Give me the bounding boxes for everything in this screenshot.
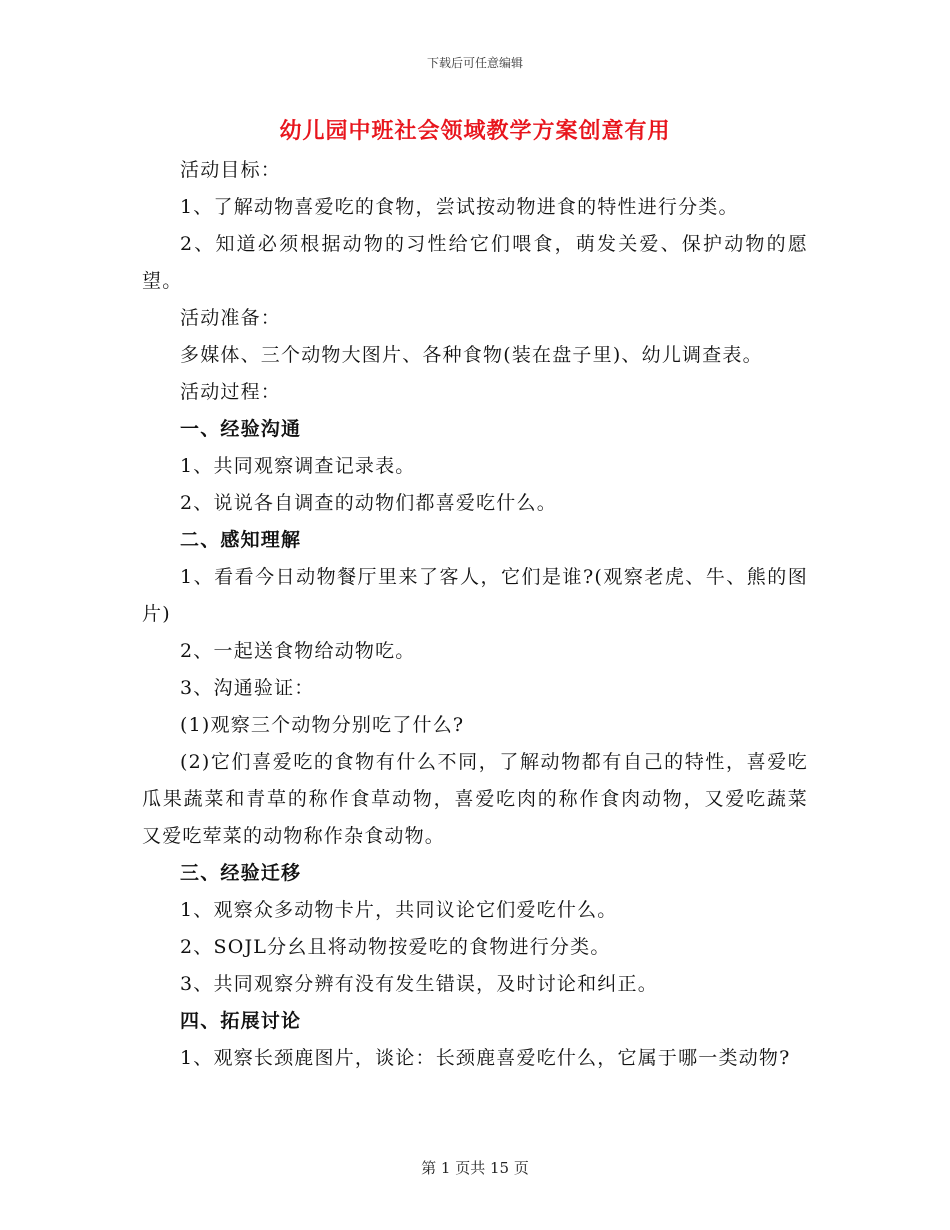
- header-note: 下载后可任意编辑: [426, 56, 523, 70]
- page-number-footer: 第 1 页共 15 页: [421, 1159, 529, 1177]
- document-title: 幼儿园中班社会领域教学方案创意有用: [279, 118, 671, 144]
- paragraph-process-heading: 活动过程：: [180, 381, 282, 403]
- paragraph-goals-heading: 活动目标：: [180, 159, 282, 181]
- paragraph-prep-items: 多媒体、三个动物大图片、各种食物(装在盘子里)、幼儿调查表。: [180, 344, 763, 366]
- paragraph-step: 1、看看今日动物餐厅里来了客人，它们是谁?(观察老虎、牛、熊的图片): [142, 566, 808, 625]
- section-heading-1: 一、经验沟通: [180, 418, 302, 440]
- paragraph-step: 1、观察众多动物卡片，共同议论它们爱吃什么。: [180, 899, 618, 921]
- paragraph-step: 3、沟通验证：: [180, 677, 315, 699]
- paragraph-step: 2、说说各自调查的动物们都喜爱吃什么。: [180, 492, 557, 514]
- section-heading-3: 三、经验迁移: [180, 862, 302, 884]
- section-heading-2: 二、感知理解: [180, 529, 302, 551]
- section-heading-4: 四、拓展讨论: [180, 1010, 302, 1032]
- paragraph-step: 1、观察长颈鹿图片，谈论：长颈鹿喜爱吃什么，它属于哪一类动物?: [180, 1047, 791, 1069]
- document-body: [142, 152, 808, 1077]
- paragraph-substep: (2)它们喜爱吃的食物有什么不同，了解动物都有自己的特性，喜爱吃瓜果蔬菜和青草的称作食草动物，喜爱吃肉的称作食肉动物，又爱吃蔬菜又爱吃荤菜的动物称作杂食动物。: [142, 751, 808, 847]
- paragraph-step: 2、SOJL分幺且将动物按爱吃的食物进行分类。: [180, 936, 611, 958]
- paragraph-goal-2: 2、知道必须根据动物的习性给它们喂食，萌发关爱、保护动物的愿望。: [142, 233, 808, 292]
- paragraph-step: 2、一起送食物给动物吃。: [180, 640, 416, 662]
- paragraph-goal-1: 1、了解动物喜爱吃的食物，尝试按动物进食的特性进行分类。: [180, 196, 739, 218]
- paragraph-prep-heading: 活动准备：: [180, 307, 282, 329]
- paragraph-step: 1、共同观察调查记录表。: [180, 455, 416, 477]
- paragraph-step: 3、共同观察分辨有没有发生错误，及时讨论和纠正。: [180, 973, 658, 995]
- paragraph-substep: (1)观察三个动物分别吃了什么?: [180, 714, 465, 736]
